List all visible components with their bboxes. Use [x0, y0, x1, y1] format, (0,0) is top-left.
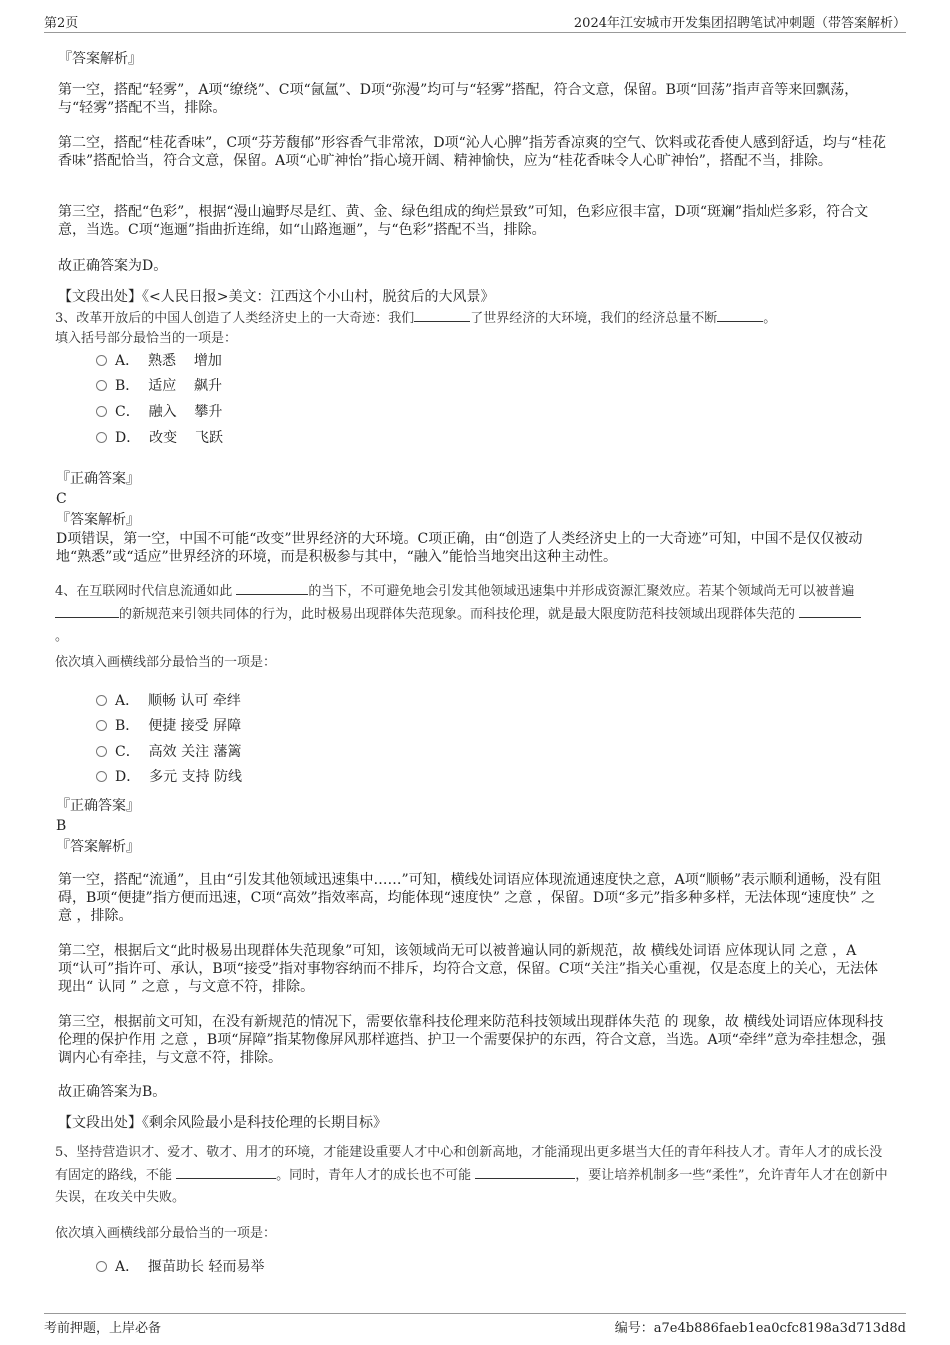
- q5-option-a[interactable]: A． 揠苗助长 轻而易举: [96, 1258, 264, 1276]
- q5-prompt: 依次填入画横线部分最恰当的一项是：: [55, 1226, 277, 1241]
- q4-answer-label: 『正确答案』: [56, 798, 140, 814]
- q3-stem-part-a: 3、改革开放后的中国人创造了人类经济史上的一大奇迹：我们: [55, 311, 415, 326]
- q4-prompt: 依次填入画横线部分最恰当的一项是：: [55, 655, 277, 670]
- q2-analysis-p2: 第二空，搭配“桂花香味”，C项“芬芳馥郁”形容香气非常浓，D项“沁人心脾”指芳香凉爽的空气、饮料或花香使人感到舒适，均与“桂花香味”搭配恰当，符合文意，保留。A项“心旷神怡”指心境开阔、精神愉快，应为“桂花香味令人心旷神怡”，搭配不当，排除。: [58, 135, 887, 169]
- q4-option-a[interactable]: A． 顺畅 认可 牵绊: [96, 692, 241, 710]
- q4-option-c[interactable]: C． 高效 关注 藩篱: [96, 743, 242, 761]
- radio-icon[interactable]: [96, 380, 107, 391]
- q4-answer: B: [56, 818, 67, 834]
- q3-stem-part-b: 了世界经济的大环境，我们的经济总量不断: [470, 311, 718, 326]
- q4-analysis-label: 『答案解析』: [56, 839, 140, 855]
- radio-icon[interactable]: [96, 746, 107, 757]
- document-title: 2024年江安城市开发集团招聘笔试冲刺题（带答案解析）: [573, 16, 906, 31]
- q4-blank-3: [799, 603, 861, 618]
- q4-conclusion: 故正确答案为B。: [58, 1084, 167, 1100]
- q3-option-a[interactable]: A． 熟悉 增加: [96, 352, 222, 370]
- q4-option-b[interactable]: B． 便捷 接受 屏障: [96, 717, 241, 735]
- q3-blank-1: [414, 307, 470, 322]
- radio-icon[interactable]: [96, 771, 107, 782]
- q4-analysis-p3: 第三空，根据前文可知，在没有新规范的情况下，需要依靠科技伦理来防范科技领域出现群体失范 的 现象，故 横线处词语应体现科技伦理的保护作用 之意 ，B项“屏障”指某物像屏风那样遮挡、护卫一个需要保护的东西，符合文意，当选。A项“牵绊”意为牵挂想念，强调内心有牵挂，与文意不符，排除。: [58, 1014, 886, 1066]
- page-number: 第2页: [44, 16, 79, 31]
- q3-analysis: D项错误，第一空，中国不可能“改变”世界经济的大环境。C项正确，由“创造了人类经济史上的一大奇迹”可知，中国不是仅仅被动地“熟悉”或“适应”世界经济的环境，而是积极参与其中，“融入”能恰当地突出这种主动性。: [56, 531, 863, 565]
- q5-blank-2: [475, 1164, 575, 1179]
- q2-analysis-p1: 第一空，搭配“轻雾”，A项“缭绕”、C项“氤氲”、D项“弥漫”均可与“轻雾”搭配，符合文意，保留。B项“回荡”指声音等来回飘荡，与“轻雾”搭配不当，排除。: [58, 82, 859, 116]
- q4-blank-1: [236, 580, 308, 595]
- q4-stem: 4、在互联网时代信息流通如此 的当下，不可避免地会引发其他领域迅速集中并形成资源汇聚效应。若某个领域尚无可以被普遍的新规范来引领共同体的行为，此时极易出现群体失范现象。而科技伦理，就是最大限度防范科技领域出现群体失范的 。: [55, 580, 895, 648]
- radio-icon[interactable]: [96, 406, 107, 417]
- q4-option-d[interactable]: D． 多元 支持 防线: [96, 768, 242, 786]
- page-header: [44, 12, 906, 33]
- q3-prompt: 填入括号部分最恰当的一项是：: [55, 331, 238, 346]
- q3-answer: C: [56, 491, 67, 507]
- q3-option-c[interactable]: C． 融入 攀升: [96, 403, 222, 421]
- q2-source: 【文段出处】《<人民日报>美文：江西这个小山村，脱贫后的大风景》: [58, 289, 495, 305]
- q3-option-b[interactable]: B． 适应 飙升: [96, 377, 222, 395]
- q3-analysis-label: 『答案解析』: [56, 512, 140, 528]
- radio-icon[interactable]: [96, 432, 107, 443]
- q3-stem-part-c: 。: [763, 311, 777, 326]
- q5-stem: 5、坚持营造识才、爱才、敬才、用才的环境，才能建设重要人才中心和创新高地，才能涌现出更多堪当大任的青年科技人才。青年人才的成长没有固定的路线，不能 。同时，青年人才的成长也不可能 ，要让培养机制多一些“柔性”，允许青年人才在创新中失误，在攻关中失败。: [55, 1145, 888, 1205]
- q4-blank-2: [55, 603, 119, 618]
- document-id: 编号：a7e4b886faeb1ea0cfc8198a3d713d8d: [614, 1321, 906, 1336]
- radio-icon[interactable]: [96, 720, 107, 731]
- q4-analysis-p1: 第一空，搭配“流通”，且由“引发其他领域迅速集中……”可知，横线处词语应体现流通速度快之意，A项“顺畅”表示顺利通畅，没有阻碍，B项“便捷”指方便而迅速，C项“高效”指效率高，均能体现“速度快” 之意 ，保留。D项“多元”指多种多样，无法体现“速度快” 之意 ，排除。: [58, 872, 882, 924]
- q5-blank-1: [176, 1164, 276, 1179]
- footer-slogan: 考前押题，上岸必备: [44, 1321, 162, 1336]
- q4-source: 【文段出处】《剩余风险最小是科技伦理的长期目标》: [58, 1115, 387, 1131]
- q2-conclusion: 故正确答案为D。: [58, 258, 168, 274]
- q4-analysis-p2: 第二空，根据后文“此时极易出现群体失范现象”可知，该领域尚无可以被普遍认同的新规范，故 横线处词语 应体现认同 之意 ，A项“认可”指许可、承认，B项“接受”指对事物容纳而不排斥，均符合文意，保留。C项“关注”指关心重视，仅是态度上的关心，无法体现出“ 认同 ” 之意 ，与文意不符，排除。: [58, 943, 878, 995]
- q3-stem: [55, 307, 895, 330]
- radio-icon[interactable]: [96, 695, 107, 706]
- q3-blank-2: [717, 307, 763, 322]
- q2-analysis-p3: 第三空，搭配“色彩”，根据“漫山遍野尽是红、黄、金、绿色组成的绚烂景致”可知，色彩应很丰富，D项“斑斓”指灿烂多彩，符合文意，当选。C项“迤逦”指曲折连绵，如“山路迤逦”，与“色彩”搭配不当，排除。: [58, 204, 869, 238]
- q3-answer-label: 『正确答案』: [56, 471, 140, 487]
- radio-icon[interactable]: [96, 1261, 107, 1272]
- radio-icon[interactable]: [96, 355, 107, 366]
- q2-analysis-label: 『答案解析』: [58, 51, 142, 67]
- page-footer: [44, 1313, 906, 1336]
- q3-option-d[interactable]: D． 改变 飞跃: [96, 429, 223, 447]
